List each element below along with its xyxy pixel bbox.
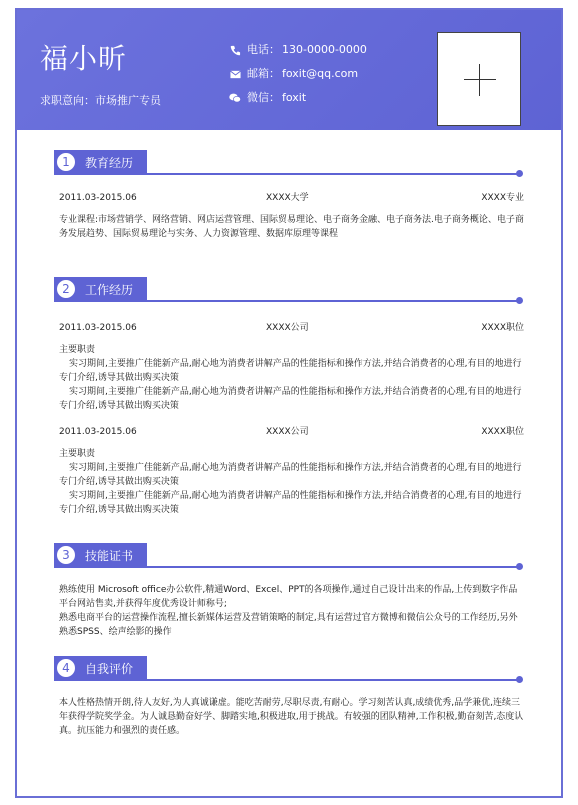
- duty-text: 实习期间,主要推广佳能新产品,耐心地为消费者讲解产品的性能指标和操作方法,并结合消费者的心理,有目的地进行专门介绍,诱导其做出购买决策: [59, 463, 522, 487]
- section-header: [54, 543, 524, 567]
- education-major: XXXX专业: [481, 193, 524, 203]
- phone-value: 130-0000-0000: [282, 43, 367, 56]
- education-date: 2011.03-2015.06: [59, 193, 137, 203]
- candidate-name: 福小昕: [40, 42, 128, 75]
- job-row: [54, 425, 524, 439]
- job-intent: 求职意向：市场推广专员: [40, 94, 161, 107]
- duty-title: 主要职责: [59, 449, 96, 459]
- self-eval-text: 本人性格热情开朗,待人友好,为人真诚谦虚。能吃苦耐劳,尽职尽责,有耐心。学习刻苦认真,成绩优秀,品学兼优,连续三年获得学院奖学金。为人诚恳勤奋好学、脚踏实地,积极进取,用于挑战。有较强的团队精神,工作积极,勤奋刻苦,态度认真。抗压能力和强烈的责任感。: [59, 698, 524, 736]
- section-work: [54, 277, 524, 517]
- job-row: [54, 321, 524, 335]
- wechat-value: foxit: [282, 91, 307, 104]
- job-company: XXXX公司: [266, 323, 309, 333]
- section-divider: [54, 300, 518, 302]
- section-title: 自我评价: [85, 661, 134, 676]
- section-header: [54, 150, 524, 174]
- education-row: [54, 191, 524, 205]
- section-header: [54, 656, 524, 680]
- wechat-label: 微信：: [247, 91, 280, 104]
- section-number: 3: [56, 545, 76, 565]
- section-header: [54, 277, 524, 301]
- education-school: XXXX大学: [266, 193, 309, 203]
- section-title: 技能证书: [85, 548, 134, 563]
- job-position: XXXX职位: [481, 427, 524, 437]
- section-divider: [54, 566, 518, 568]
- job-position: XXXX职位: [481, 323, 524, 333]
- skills-text-1: 熟练使用 Microsoft office办公软件,精通Word、Excel、PPT的各项操作,通过自己设计出来的作品,上传到数字作品平台网站售卖,并获得年度优秀设计师称号;: [59, 585, 518, 609]
- contact-list: [229, 43, 367, 115]
- divider-dot: [516, 170, 523, 177]
- section-number: 4: [56, 658, 76, 678]
- duty-title: 主要职责: [59, 345, 96, 355]
- section-self-evaluation: [54, 656, 524, 738]
- plus-icon: [464, 79, 496, 80]
- email-label: 邮箱：: [247, 67, 280, 80]
- section-number: 1: [56, 152, 76, 172]
- duty-text: 实习期间,主要推广佳能新产品,耐心地为消费者讲解产品的性能指标和操作方法,并结合消费者的心理,有目的地进行专门介绍,诱导其做出购买决策: [59, 359, 522, 383]
- job-date: 2011.03-2015.06: [59, 427, 137, 437]
- email-value: foxit@qq.com: [282, 67, 359, 80]
- resume-page: [15, 8, 563, 798]
- mail-icon: [229, 68, 241, 80]
- header-banner: [17, 10, 561, 130]
- section-title: 工作经历: [85, 282, 134, 297]
- section-skills: [54, 543, 524, 639]
- section-title: 教育经历: [85, 155, 134, 170]
- duty-text: 实习期间,主要推广佳能新产品,耐心地为消费者讲解产品的性能指标和操作方法,并结合消费者的心理,有目的地进行专门介绍,诱导其做出购买决策: [59, 491, 522, 515]
- contact-wechat: [229, 91, 367, 105]
- wechat-icon: [229, 92, 241, 104]
- job-company: XXXX公司: [266, 427, 309, 437]
- section-divider: [54, 679, 518, 681]
- divider-dot: [516, 563, 523, 570]
- phone-label: 电话：: [247, 43, 280, 56]
- section-number: 2: [56, 279, 76, 299]
- section-divider: [54, 173, 518, 175]
- photo-placeholder[interactable]: [437, 32, 521, 126]
- contact-email: [229, 67, 367, 81]
- education-courses: 专业课程:市场营销学、网络营销、网店运营管理、国际贸易理论、电子商务金融、电子商务法.电子商务概论、电子商务发展趋势、国际贸易理论与实务、人力资源管理、数据库原理等课程: [59, 215, 524, 239]
- divider-dot: [516, 676, 523, 683]
- section-education: [54, 150, 524, 241]
- skills-text-2: 熟悉电商平台的运营操作流程,擅长新媒体运营及营销策略的制定,具有运营过官方微博和微信公众号的工作经历,另外熟悉SPSS、绘声绘影的操作: [59, 613, 518, 637]
- duty-text: 实习期间,主要推广佳能新产品,耐心地为消费者讲解产品的性能指标和操作方法,并结合消费者的心理,有目的地进行专门介绍,诱导其做出购买决策: [59, 387, 522, 411]
- contact-phone: [229, 43, 367, 57]
- phone-icon: [229, 44, 241, 56]
- divider-dot: [516, 297, 523, 304]
- job-date: 2011.03-2015.06: [59, 323, 137, 333]
